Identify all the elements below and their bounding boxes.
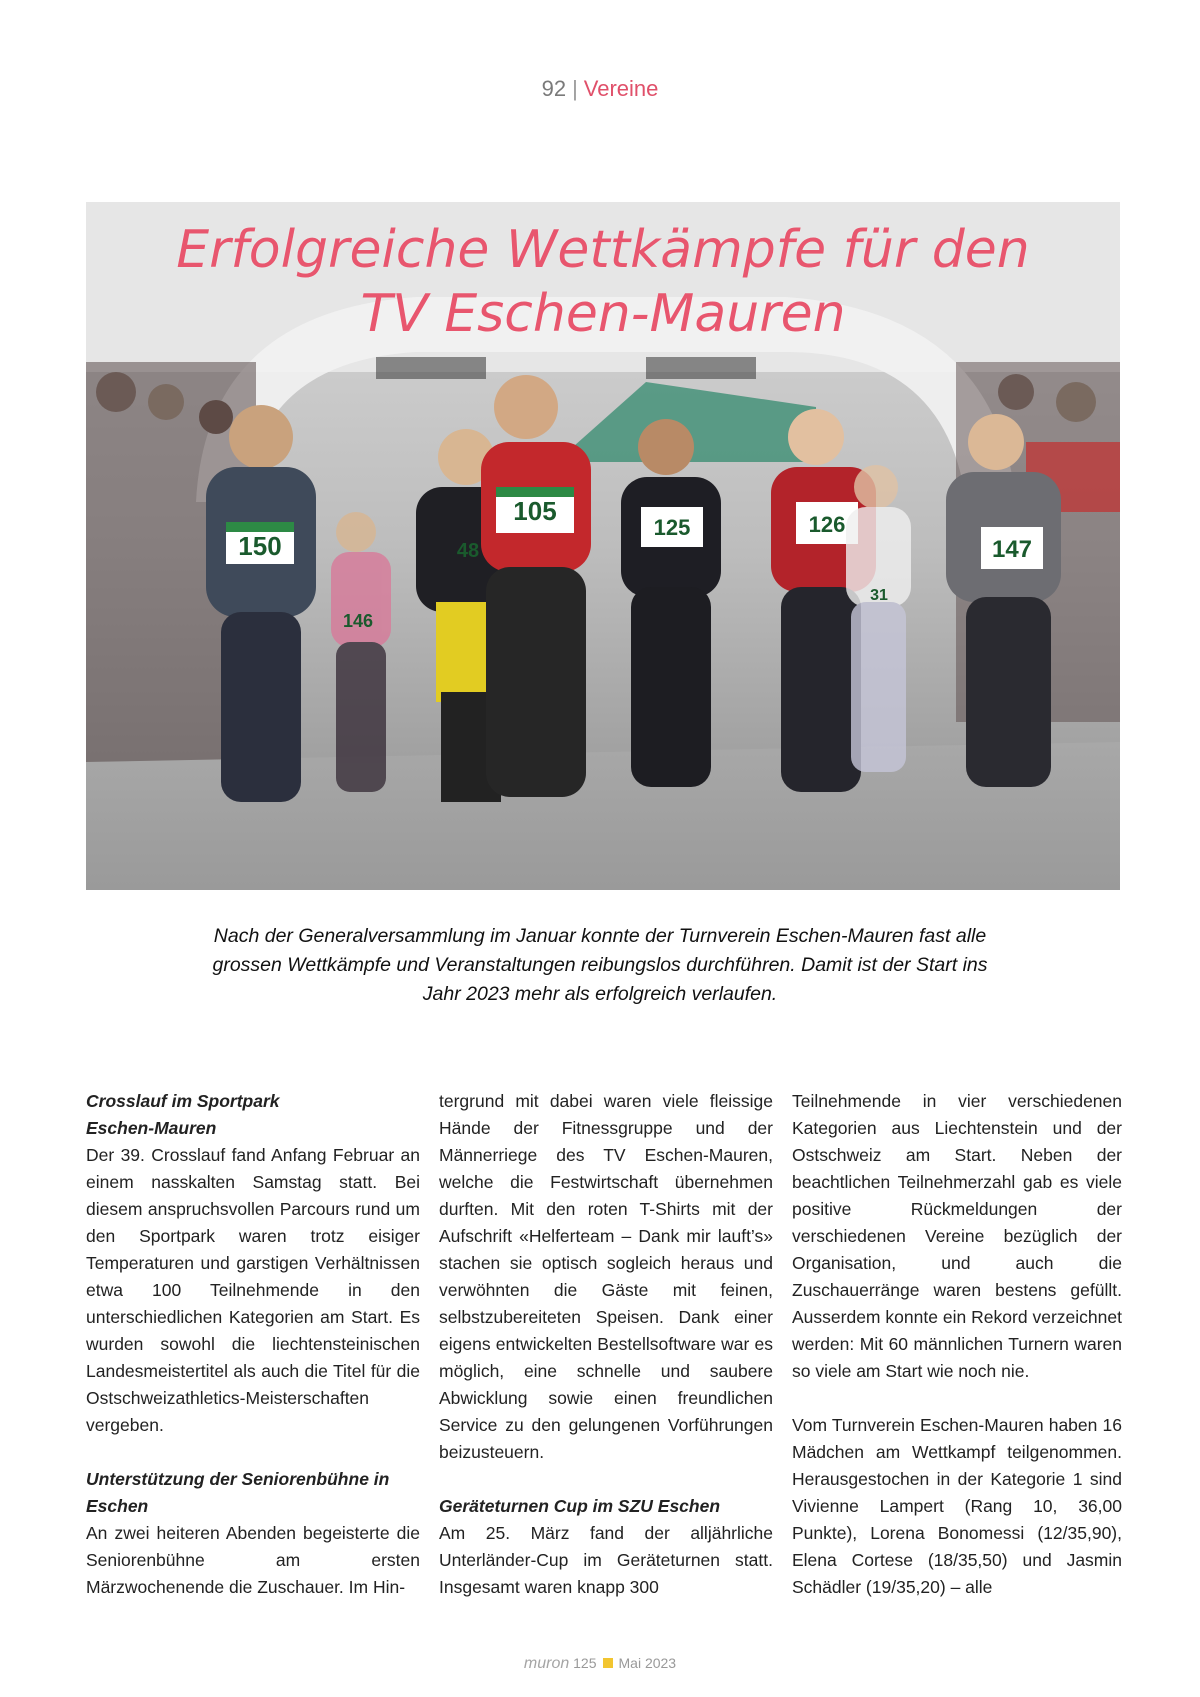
issue-date: Mai 2023 xyxy=(618,1655,677,1671)
hero-photo xyxy=(86,202,1120,890)
heading-seniorenbuehne-line-1: Unterstützung der Seniorenbühne in xyxy=(86,1469,390,1489)
bib-126: 126 xyxy=(808,512,846,537)
issue-number: 125 xyxy=(573,1655,597,1671)
bib-150: 150 xyxy=(238,531,282,561)
bib-105: 105 xyxy=(513,496,557,526)
paragraph-crosslauf: Der 39. Crosslauf fand Anfang Februar an einem nasskalten Samstag statt. Bei diesem anspruchsvollen Parcours rund um den Sportpark waren trotz eisiger Temperaturen und garstigen Verhältnissen etwa 100 Teilnehmende in den unterschiedlichen Kategorien am Start. Es wurden sowohl die liechtensteinischen Landesmeistertitel als auch die Titel für die Ostschweizathletics-Meisterschaften vergeben. xyxy=(86,1145,420,1435)
page-number: 92 xyxy=(541,76,567,101)
paragraph-geraeteturnen: Am 25. März fand der alljährliche Unterländer-Cup im Geräteturnen statt. Insgesamt waren knapp 300 xyxy=(439,1523,773,1597)
heading-seniorenbuehne xyxy=(86,1466,420,1520)
heading-crosslauf-line-2: Eschen-Mauren xyxy=(86,1118,217,1138)
heading-geraeteturnen: Geräteturnen Cup im SZU Eschen xyxy=(439,1496,721,1516)
article-title-line-1: Erfolgreiche Wettkämpfe für den xyxy=(176,220,1030,280)
column-2 xyxy=(439,1088,773,1601)
heading-crosslauf xyxy=(86,1088,420,1142)
article-title xyxy=(86,218,1120,346)
bib-146: 146 xyxy=(342,611,374,631)
bib-147: 147 xyxy=(991,536,1033,563)
bib-48: 48 xyxy=(456,540,480,562)
article-title-line-2: TV Eschen-Mauren xyxy=(360,284,846,344)
bib-31: 31 xyxy=(870,587,888,604)
page-header xyxy=(0,76,1200,102)
heading-crosslauf-line-1: Crosslauf im Sportpark xyxy=(86,1091,280,1111)
magazine-brand: muron xyxy=(523,1655,570,1672)
paragraph-resultate: Vom Turnverein Eschen-Mauren haben 16 Mädchen am Wettkampf teilgenommen. Herausgestochen in der Kategorie 1 sind Vivienne Lampert (Rang 10, 36,00 Punkte), Lorena Bonomessi (12/35,90), Elena Cortese (18/35,50) und Jasmin Schädler (19/35,20) – alle xyxy=(792,1415,1122,1597)
paragraph-festwirtschaft: tergrund mit dabei waren viele fleissige Hände der Fitnessgruppe und der Männerriege des TV Eschen-Mauren, welche die Festwirtschaft übernehmen durften. Mit den roten T-Shirts mit der Aufschrift «Helferteam – Dank mir lauft’s» stachen sie optisch sogleich heraus und verwöhnten die Gäste mit feinen, selbstzubereiteten Speisen. Dank einer eigens entwickelten Bestellsoftware war es möglich, eine schnelle und saubere Abwicklung sowie einen freundlichen Service zu den gelungenen Vorführungen beizusteuern. xyxy=(439,1091,773,1462)
square-icon xyxy=(603,1658,613,1668)
bib-125: 125 xyxy=(653,515,691,540)
lead-paragraph: Nach der Generalversammlung im Januar konnte der Turnverein Eschen-Mauren fast alle grossen Wettkämpfe und Veranstaltungen reibungslos durchführen. Damit ist der Start ins Jahr 2023 mehr als erfolgreich verlaufen. xyxy=(212,925,988,1005)
paragraph-seniorenbuehne: An zwei heiteren Abenden begeisterte die Seniorenbühne am ersten Märzwochenende die Zuschauer. Im Hin- xyxy=(86,1523,420,1597)
heading-seniorenbuehne-line-2: Eschen xyxy=(86,1496,149,1516)
column-1 xyxy=(86,1088,420,1601)
column-3 xyxy=(792,1088,1122,1601)
page-footer xyxy=(0,1655,1200,1673)
header-separator: | xyxy=(572,76,578,101)
section-name: Vereine xyxy=(583,76,659,101)
paragraph-teilnehmende: Teilnehmende in vier verschiedenen Kategorien aus Liechtenstein und der Ostschweiz am Start. Neben der beachtlichen Teilnehmerzahl gab es viele positive Rückmeldungen der verschiedenen Vereine bezüglich der Organisation, und auch die Zuschauerränge waren bestens gefüllt. Ausserdem konnte ein Rekord verzeichnet werden: Mit 60 männlichen Turnern waren so viele am Start wie noch nie. xyxy=(792,1091,1122,1381)
